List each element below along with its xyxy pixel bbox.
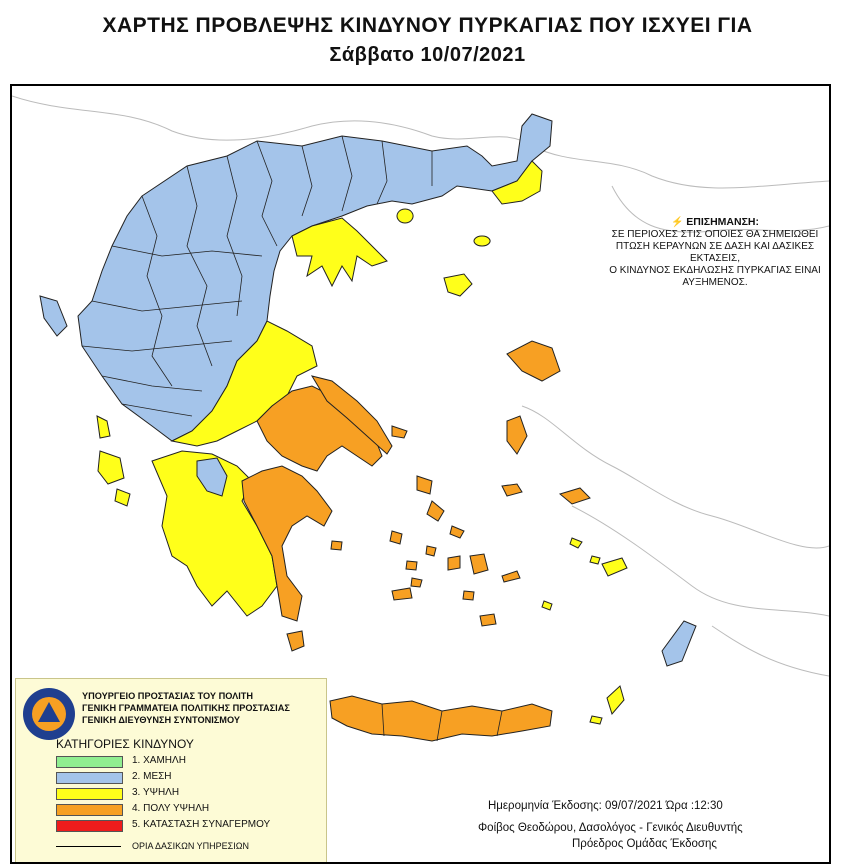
island-kea [390,531,402,544]
island-aegina [331,541,342,550]
island-sifnos [411,578,422,587]
island-samos [560,488,590,504]
island-skyros [417,476,432,494]
notice-heading: ΕΠΙΣΗΜΑΝΣΗ: [686,216,759,228]
island-kefalonia-yellow [98,451,124,484]
island-syros [426,546,436,556]
island-thasos-yellow [397,209,413,223]
island-limnos-yellow [444,274,472,296]
island-chios [507,416,527,454]
map-title: ΧΑΡΤΗΣ ΠΡΟΒΛΕΨΗΣ ΚΙΝΔΥΝΟΥ ΠΥΡΚΑΓΙΑΣ ΠΟΥ ΙΣΧΥΕΙ ΓΙΑ [102,14,753,37]
island-ikaria [502,484,522,496]
issue-time: Ώρα :12:30 [665,800,723,812]
category-swatch [56,756,123,768]
island-zakynthos-yellow [115,489,130,506]
dodecanese-yellow [542,538,627,724]
lightning-icon: ⚡ [671,217,684,228]
island-rhodes-blue [662,621,696,666]
legend-panel [15,678,327,864]
island-kythira-orange [287,631,304,651]
ministry-line: ΓΕΝΙΚΗ ΔΙΕΥΘΥΝΣΗ ΣΥΝΤΟΝΙΣΜΟΥ [82,715,240,725]
island-paros [448,556,460,570]
boundary-label: ΟΡΙΑ ΔΑΣΙΚΩΝ ΥΠΗΡΕΣΙΩΝ [132,841,249,851]
map-date: Σάββατο 10/07/2021 [329,44,526,66]
issue-group: Πρόεδρος Ομάδας Έκδοσης [572,838,717,850]
category-label: 5. ΚΑΤΑΣΤΑΣΗ ΣΥΝΑΓΕΡΜΟΥ [132,819,271,830]
civil-protection-emblem [22,687,76,741]
category-swatch [56,772,123,784]
island-samothrace-yellow [474,236,490,246]
category-label: 3. ΥΨΗΛΗ [132,787,180,798]
category-swatch [56,820,123,832]
category-label: 4. ΠΟΛΥ ΥΨΗΛΗ [132,803,210,814]
island-amorgos [502,571,520,582]
island-milos [392,588,412,600]
ministry-line: ΓΕΝΙΚΗ ΓΡΑΜΜΑΤΕΙΑ ΠΟΛΙΤΙΚΗΣ ΠΡΟΣΤΑΣΙΑΣ [82,703,290,713]
map-frame [10,84,831,864]
island-andros [427,501,444,521]
island-naxos [470,554,488,574]
category-label: 2. ΜΕΣΗ [132,771,172,782]
ministry-line: ΥΠΟΥΡΓΕΙΟ ΠΡΟΣΤΑΣΙΑΣ ΤΟΥ ΠΟΛΙΤΗ [82,691,254,701]
notice-line: ΠΤΩΣΗ ΚΕΡΑΥΝΩΝ ΣΕ ΔΑΣΗ ΚΑΙ ΔΑΣΙΚΕΣ ΕΚΤΑΣΕΙΣ, [615,241,815,264]
notice-line: Ο ΚΙΝΔΥΝΟΣ ΕΚΔΗΛΩΣΗΣ ΠΥΡΚΑΓΙΑΣ ΕΙΝΑΙ ΑΥΞΗΜΕΝΟΣ. [609,265,821,288]
island-sporades [392,426,407,438]
island-lefkada-yellow [97,416,110,438]
issue-author: Φοίβος Θεοδώρου, Δασολόγος - Γενικός Διευθυντής [478,822,743,834]
issue-date: Ημερομηνία Έκδοσης: 09/07/2021 [488,800,663,812]
boundary-line-swatch [56,846,121,847]
notice-line: ΣΕ ΠΕΡΙΟΧΕΣ ΣΤΙΣ ΟΠΟΙΕΣ ΘΑ ΣΗΜΕΙΩΘΕΙ [611,229,819,240]
categories-title: ΚΑΤΗΓΟΡΙΕΣ ΚΙΝΔΥΝΟΥ [56,737,194,751]
category-label: 1. ΧΑΜΗΛΗ [132,755,186,766]
island-santorini [480,614,496,626]
issue-info [488,800,723,812]
island-tinos [450,526,464,538]
island-lesvos [507,341,560,381]
island-corfu-blue [40,296,67,336]
category-swatch [56,788,123,800]
lightning-notice [600,216,830,289]
aegean-islands-orange [331,341,590,626]
category-swatch [56,804,123,816]
island-ios [463,591,474,600]
island-serifos [406,561,417,570]
